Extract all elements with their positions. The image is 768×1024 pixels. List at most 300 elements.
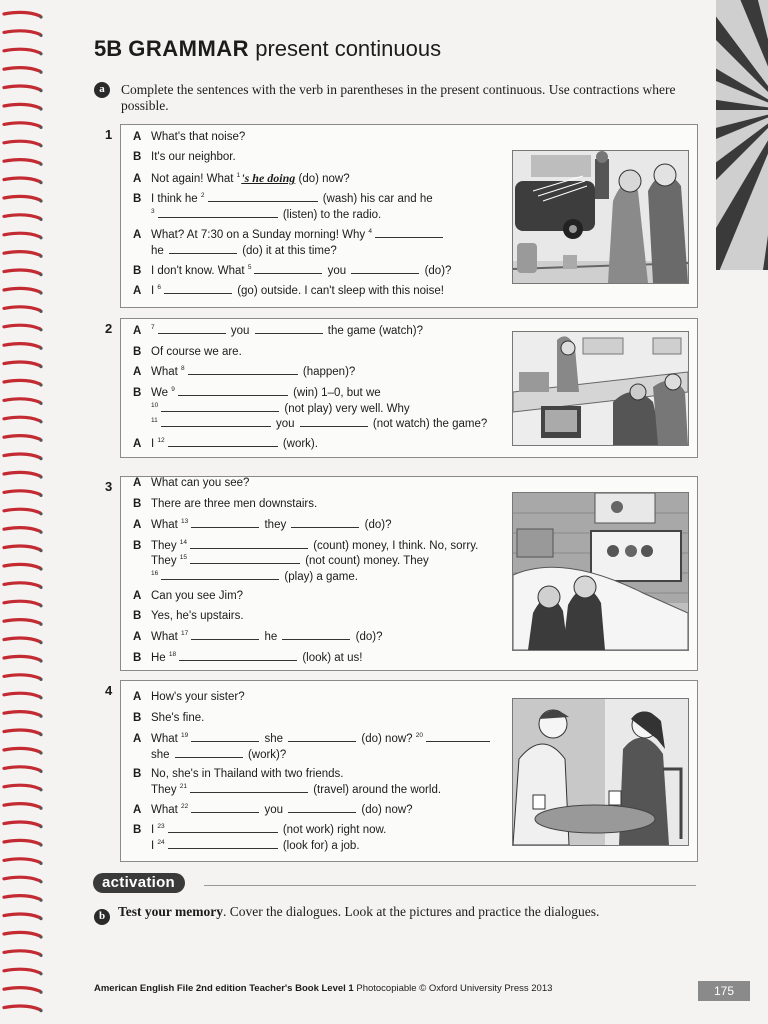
answer-blank[interactable]	[168, 823, 278, 833]
gap-number: 20	[415, 732, 423, 739]
speaker-label: A	[133, 325, 142, 337]
spiral-hole	[39, 218, 42, 221]
footer-credit	[94, 983, 552, 994]
dialogue-line	[133, 590, 243, 602]
activation-badge: activation	[93, 873, 185, 893]
dialogue-line	[133, 539, 478, 552]
spiral-hole	[39, 678, 42, 681]
gap-number: 6	[157, 284, 162, 291]
line-text: (wash) his car and he	[319, 193, 433, 205]
man-washing-car-couple-watching-picture	[512, 150, 689, 284]
line-text: What	[151, 733, 182, 745]
speaker-label: A	[133, 229, 142, 241]
line-text: (do)?	[361, 519, 392, 531]
page-title	[94, 36, 441, 62]
gap-number: 15	[179, 554, 187, 561]
spiral-coil	[4, 31, 40, 35]
spiral-coil	[4, 178, 40, 182]
line-text: (do) it at this time?	[239, 245, 337, 257]
spiral-hole	[39, 880, 42, 883]
line-text: (win) 1–0, but we	[289, 387, 381, 399]
answer-blank[interactable]	[179, 651, 297, 661]
answer-blank[interactable]	[375, 228, 443, 238]
dialogue-line	[133, 284, 444, 297]
line-text: (not play) very well. Why	[281, 403, 410, 415]
spiral-coil	[4, 252, 40, 256]
gap-number: 14	[179, 539, 187, 546]
spiral-hole	[39, 163, 42, 166]
spiral-coil	[4, 896, 40, 900]
line-text: (count) money, I think. No, sorry.	[310, 540, 479, 552]
exercise-b-text: . Cover the dialogues. Look at the pictures and practice the dialogues.	[223, 904, 600, 919]
line-text: (do) now?	[358, 804, 413, 816]
speaker-label: A	[133, 631, 142, 643]
line-text: What's that noise?	[151, 131, 246, 143]
dialogue-line	[133, 691, 245, 703]
example-answer: 's he doing	[241, 171, 296, 185]
spiral-binding	[0, 0, 46, 1024]
spiral-coil	[4, 344, 40, 348]
answer-blank[interactable]	[208, 192, 318, 202]
footer-book-title: American English File 2nd edition Teacher's Book Level 1	[94, 983, 354, 994]
spiral-hole	[39, 475, 42, 478]
spiral-coil	[4, 583, 40, 587]
line-text: she	[151, 749, 173, 761]
exercise-b-instruction	[94, 904, 599, 922]
line-text: What? At 7:30 on a Sunday morning! Why	[151, 229, 369, 241]
line-text: (not work) right now.	[279, 824, 387, 836]
spiral-coil	[4, 546, 40, 550]
spiral-coil	[4, 564, 40, 568]
line-text: (play) a game.	[281, 571, 358, 583]
dialogue-line	[133, 386, 381, 399]
speaker-label: A	[133, 438, 142, 450]
gap-number: 13	[181, 518, 189, 525]
spiral-coil	[4, 601, 40, 605]
spiral-hole	[39, 1009, 42, 1012]
speaker-label: B	[133, 652, 142, 664]
spiral-coil	[4, 822, 40, 826]
dialogue-line	[133, 823, 386, 836]
spiral-hole	[39, 457, 42, 460]
line-text: he	[261, 631, 281, 643]
spiral-hole	[39, 696, 42, 699]
dialogue-line	[133, 748, 286, 761]
answer-blank[interactable]	[190, 783, 308, 793]
speaker-label: A	[133, 366, 142, 378]
spiral-hole	[39, 34, 42, 37]
spiral-coil	[4, 620, 40, 624]
speaker-label: A	[133, 285, 142, 297]
dialogue-line	[133, 518, 391, 531]
spiral-coil	[4, 454, 40, 458]
spiral-coil	[4, 491, 40, 495]
spiral-hole	[39, 972, 42, 975]
spiral-hole	[39, 733, 42, 736]
speaker-label: B	[133, 768, 142, 780]
line-text: What can you see?	[151, 477, 250, 489]
exercise-b-badge: b	[94, 909, 110, 925]
gap-number: 11	[151, 417, 158, 424]
spiral-coil	[4, 472, 40, 476]
answer-blank[interactable]	[175, 748, 243, 758]
answer-blank[interactable]	[168, 839, 278, 849]
dialogue-line	[133, 732, 492, 745]
dialogue-line	[133, 228, 445, 241]
spiral-hole	[39, 715, 42, 718]
spiral-hole	[39, 825, 42, 828]
exercise-b-bold-text: Test your memory	[118, 904, 223, 919]
dialogue-line	[133, 346, 242, 358]
gap-number: 3	[151, 208, 155, 215]
dialogue-line	[133, 324, 423, 337]
gap-number: 23	[157, 823, 165, 830]
line-text: (go) outside. I can't sleep with this noise!	[234, 285, 444, 297]
line-text: (do) now?	[295, 173, 350, 185]
answer-blank[interactable]	[158, 324, 226, 334]
activation-divider	[204, 885, 696, 886]
line-text: he	[151, 245, 167, 257]
spiral-coil	[4, 804, 40, 808]
spiral-coil	[4, 288, 40, 292]
answer-blank[interactable]	[426, 732, 490, 742]
dialogue-box	[120, 124, 698, 308]
spiral-coil	[4, 638, 40, 642]
gap-number: 2	[200, 192, 205, 199]
dialogue-line	[133, 437, 318, 450]
gap-number: 18	[168, 651, 177, 658]
spiral-hole	[39, 512, 42, 515]
spiral-hole	[39, 199, 42, 202]
speaker-label: A	[133, 733, 142, 745]
lesson-topic: present continuous	[255, 36, 442, 61]
answer-blank[interactable]	[191, 732, 259, 742]
spiral-hole	[39, 494, 42, 497]
line-text: What	[151, 366, 182, 378]
spiral-hole	[39, 15, 42, 18]
spiral-coil	[4, 988, 40, 992]
spiral-hole	[39, 807, 42, 810]
gap-number: 12	[157, 437, 165, 444]
spiral-hole	[39, 751, 42, 754]
spiral-coil	[4, 785, 40, 789]
answer-blank[interactable]	[191, 803, 259, 813]
dialogue-line	[133, 244, 337, 257]
line-text: (happen)?	[299, 366, 356, 378]
answer-blank[interactable]	[169, 244, 237, 254]
spiral-hole	[39, 899, 42, 902]
gap-number: 7	[151, 324, 155, 331]
gap-number: 16	[151, 570, 159, 577]
spiral-coil	[4, 656, 40, 660]
line-text: They	[151, 540, 180, 552]
line-text: the game (watch)?	[324, 325, 423, 337]
spiral-hole	[39, 402, 42, 405]
spiral-coil	[4, 730, 40, 734]
speaker-label: B	[133, 712, 142, 724]
page-number: 175	[698, 981, 750, 1001]
line-text: We	[151, 387, 172, 399]
spiral-hole	[39, 107, 42, 110]
gap-number: 22	[181, 803, 189, 810]
answer-blank[interactable]	[300, 417, 368, 427]
line-text: Not again! What	[151, 173, 237, 185]
gap-number: 4	[368, 228, 372, 235]
line-text: (do)?	[352, 631, 383, 643]
line-text: (do) now?	[358, 733, 416, 745]
answer-blank[interactable]	[190, 554, 300, 564]
line-text: They	[151, 784, 180, 796]
spiral-coil	[4, 270, 40, 274]
speaker-label: B	[133, 346, 142, 358]
spiral-hole	[39, 659, 42, 662]
dialogue-line	[133, 783, 441, 796]
corner-sunburst-decoration	[716, 0, 768, 270]
line-text: How's your sister?	[151, 691, 245, 703]
answer-blank[interactable]	[351, 264, 419, 274]
line-text: Of course we are.	[151, 346, 242, 358]
couple-in-cafe-picture	[512, 698, 689, 846]
dialogue-box	[120, 318, 698, 458]
line-text: I don't know. What	[151, 265, 248, 277]
answer-blank[interactable]	[255, 324, 323, 334]
spiral-coil	[4, 68, 40, 72]
line-text: Yes, he's upstairs.	[151, 610, 244, 622]
line-text: (work).	[279, 438, 318, 450]
spiral-hole	[39, 567, 42, 570]
spiral-hole	[39, 310, 42, 313]
spiral-coil	[4, 141, 40, 145]
spiral-coil	[4, 914, 40, 918]
spiral-hole	[39, 144, 42, 147]
spiral-coil	[4, 12, 40, 16]
spiral-coil	[4, 436, 40, 440]
spiral-hole	[39, 328, 42, 331]
spiral-coil	[4, 528, 40, 532]
dialogue-line	[133, 264, 451, 277]
line-text: they	[261, 519, 290, 531]
spiral-hole	[39, 788, 42, 791]
line-text: she	[261, 733, 287, 745]
spiral-coil	[4, 160, 40, 164]
spiral-hole	[39, 991, 42, 994]
answer-blank[interactable]	[291, 518, 359, 528]
answer-blank[interactable]	[164, 284, 232, 294]
answer-blank[interactable]	[254, 264, 322, 274]
spiral-coil	[4, 104, 40, 108]
spiral-hole	[39, 291, 42, 294]
spiral-hole	[39, 347, 42, 350]
spiral-coil	[4, 123, 40, 127]
spiral-hole	[39, 549, 42, 552]
line-text: you	[227, 325, 253, 337]
gap-number: 19	[181, 732, 189, 739]
spiral-coil	[4, 509, 40, 513]
spiral-hole	[39, 586, 42, 589]
speaker-label: A	[133, 477, 142, 489]
line-text: He	[151, 652, 169, 664]
answer-blank[interactable]	[191, 518, 259, 528]
dialogue-line	[133, 803, 413, 816]
line-text: (look) at us!	[299, 652, 363, 664]
spiral-hole	[39, 604, 42, 607]
spiral-coil	[4, 748, 40, 752]
spiral-coil	[4, 380, 40, 384]
spiral-hole	[39, 531, 42, 534]
line-text: Can you see Jim?	[151, 590, 244, 602]
spiral-coil	[4, 932, 40, 936]
speaker-label: A	[133, 519, 142, 531]
spiral-coil	[4, 712, 40, 716]
line-text: (work)?	[244, 749, 287, 761]
gap-number: 9	[171, 386, 175, 393]
spiral-coil	[4, 859, 40, 863]
line-text: I	[151, 438, 158, 450]
speaker-label: B	[133, 610, 142, 622]
speaker-label: A	[133, 131, 142, 143]
speaker-label: B	[133, 498, 142, 510]
dialogue-line	[133, 839, 360, 852]
gap-number: 10	[151, 402, 159, 409]
speaker-label: A	[133, 173, 142, 185]
spiral-coil	[4, 675, 40, 679]
dialogue-line	[133, 417, 487, 430]
gap-number: 8	[181, 365, 185, 372]
answer-blank[interactable]	[161, 570, 279, 580]
dialogue-box	[120, 680, 698, 862]
speaker-label: A	[133, 691, 142, 703]
spiral-coil	[4, 307, 40, 311]
line-text: There are three men downstairs.	[151, 498, 318, 510]
speaker-label: B	[133, 193, 142, 205]
dialogue-line	[133, 192, 433, 205]
dialogue-line	[133, 554, 429, 567]
gap-number: 5	[247, 264, 252, 271]
spiral-hole	[39, 770, 42, 773]
footer-copyright: Photocopiable © Oxford University Press 2013	[353, 983, 553, 994]
spiral-hole	[39, 89, 42, 92]
spiral-hole	[39, 52, 42, 55]
line-text: What	[151, 804, 182, 816]
speaker-label: B	[133, 824, 142, 836]
spiral-coil	[4, 840, 40, 844]
answer-blank[interactable]	[158, 208, 278, 218]
spiral-coil	[4, 417, 40, 421]
line-text: (look for) a job.	[279, 840, 360, 852]
spiral-hole	[39, 383, 42, 386]
line-text: What	[151, 631, 182, 643]
dialogue-line	[133, 208, 381, 221]
answer-blank[interactable]	[161, 417, 271, 427]
line-text: (listen) to the radio.	[279, 209, 382, 221]
dialogue-number: 4	[105, 683, 113, 698]
spiral-coil	[4, 362, 40, 366]
spiral-hole	[39, 420, 42, 423]
spiral-hole	[39, 273, 42, 276]
answer-blank[interactable]	[178, 386, 288, 396]
dialogue-line	[133, 651, 362, 664]
line-text: I	[151, 285, 158, 297]
dialogue-line	[133, 630, 383, 643]
exercise-a-instruction	[94, 82, 694, 114]
answer-blank[interactable]	[288, 803, 356, 813]
speaker-label: B	[133, 151, 142, 163]
spiral-hole	[39, 641, 42, 644]
answer-blank[interactable]	[288, 732, 356, 742]
line-text: (travel) around the world.	[310, 784, 442, 796]
answer-blank[interactable]	[191, 630, 259, 640]
spiral-coil	[4, 877, 40, 881]
line-text: you	[324, 265, 350, 277]
spiral-coil	[4, 49, 40, 53]
spiral-coil	[4, 233, 40, 237]
police-officers-in-car-watching-building-picture	[512, 492, 689, 651]
dialogue-line	[133, 712, 204, 724]
gap-number: 24	[157, 839, 165, 846]
spiral-coil	[4, 693, 40, 697]
dialogue-line	[133, 570, 358, 583]
spiral-coil	[4, 325, 40, 329]
line-text: No, she's in Thailand with two friends.	[151, 768, 344, 780]
line-text: What	[151, 519, 182, 531]
answer-blank[interactable]	[168, 437, 278, 447]
spiral-coil	[4, 196, 40, 200]
line-text: They	[151, 555, 180, 567]
line-text: It's our neighbor.	[151, 151, 236, 163]
spiral-coil	[4, 969, 40, 973]
answer-blank[interactable]	[161, 402, 279, 412]
line-text: you	[261, 804, 287, 816]
answer-blank[interactable]	[190, 539, 308, 549]
office-workers-watching-football-picture	[512, 331, 689, 446]
spiral-hole	[39, 365, 42, 368]
spiral-hole	[39, 862, 42, 865]
spiral-coil	[4, 399, 40, 403]
dialogue-line	[133, 171, 350, 186]
spiral-coil	[4, 215, 40, 219]
spiral-hole	[39, 126, 42, 129]
answer-blank[interactable]	[282, 630, 350, 640]
gap-number: 21	[179, 783, 187, 790]
speaker-label: B	[133, 265, 142, 277]
gap-number: 17	[181, 630, 189, 637]
dialogue-line	[133, 402, 410, 415]
dialogue-line	[133, 610, 244, 622]
speaker-label: A	[133, 804, 142, 816]
dialogue-line	[133, 151, 236, 163]
dialogue-line	[133, 365, 355, 378]
dialogue-number: 2	[105, 321, 113, 336]
dialogue-line	[133, 768, 343, 780]
speaker-label: A	[133, 590, 142, 602]
exercise-a-text: Complete the sentences with the verb in parentheses in the present continuous. Use contractions where possible.	[121, 82, 676, 113]
line-text: (do)?	[421, 265, 452, 277]
spiral-coil	[4, 1006, 40, 1010]
dialogue-box	[120, 476, 698, 671]
spiral-hole	[39, 255, 42, 258]
spiral-hole	[39, 236, 42, 239]
gap-number: 1	[236, 172, 241, 179]
line-text: (not watch) the game?	[369, 418, 488, 430]
lesson-section: GRAMMAR	[128, 36, 250, 61]
line-text: you	[272, 418, 298, 430]
answer-blank[interactable]	[188, 365, 298, 375]
spiral-coil	[4, 951, 40, 955]
spiral-hole	[39, 954, 42, 957]
spiral-hole	[39, 935, 42, 938]
line-text: She's fine.	[151, 712, 205, 724]
spiral-hole	[39, 439, 42, 442]
